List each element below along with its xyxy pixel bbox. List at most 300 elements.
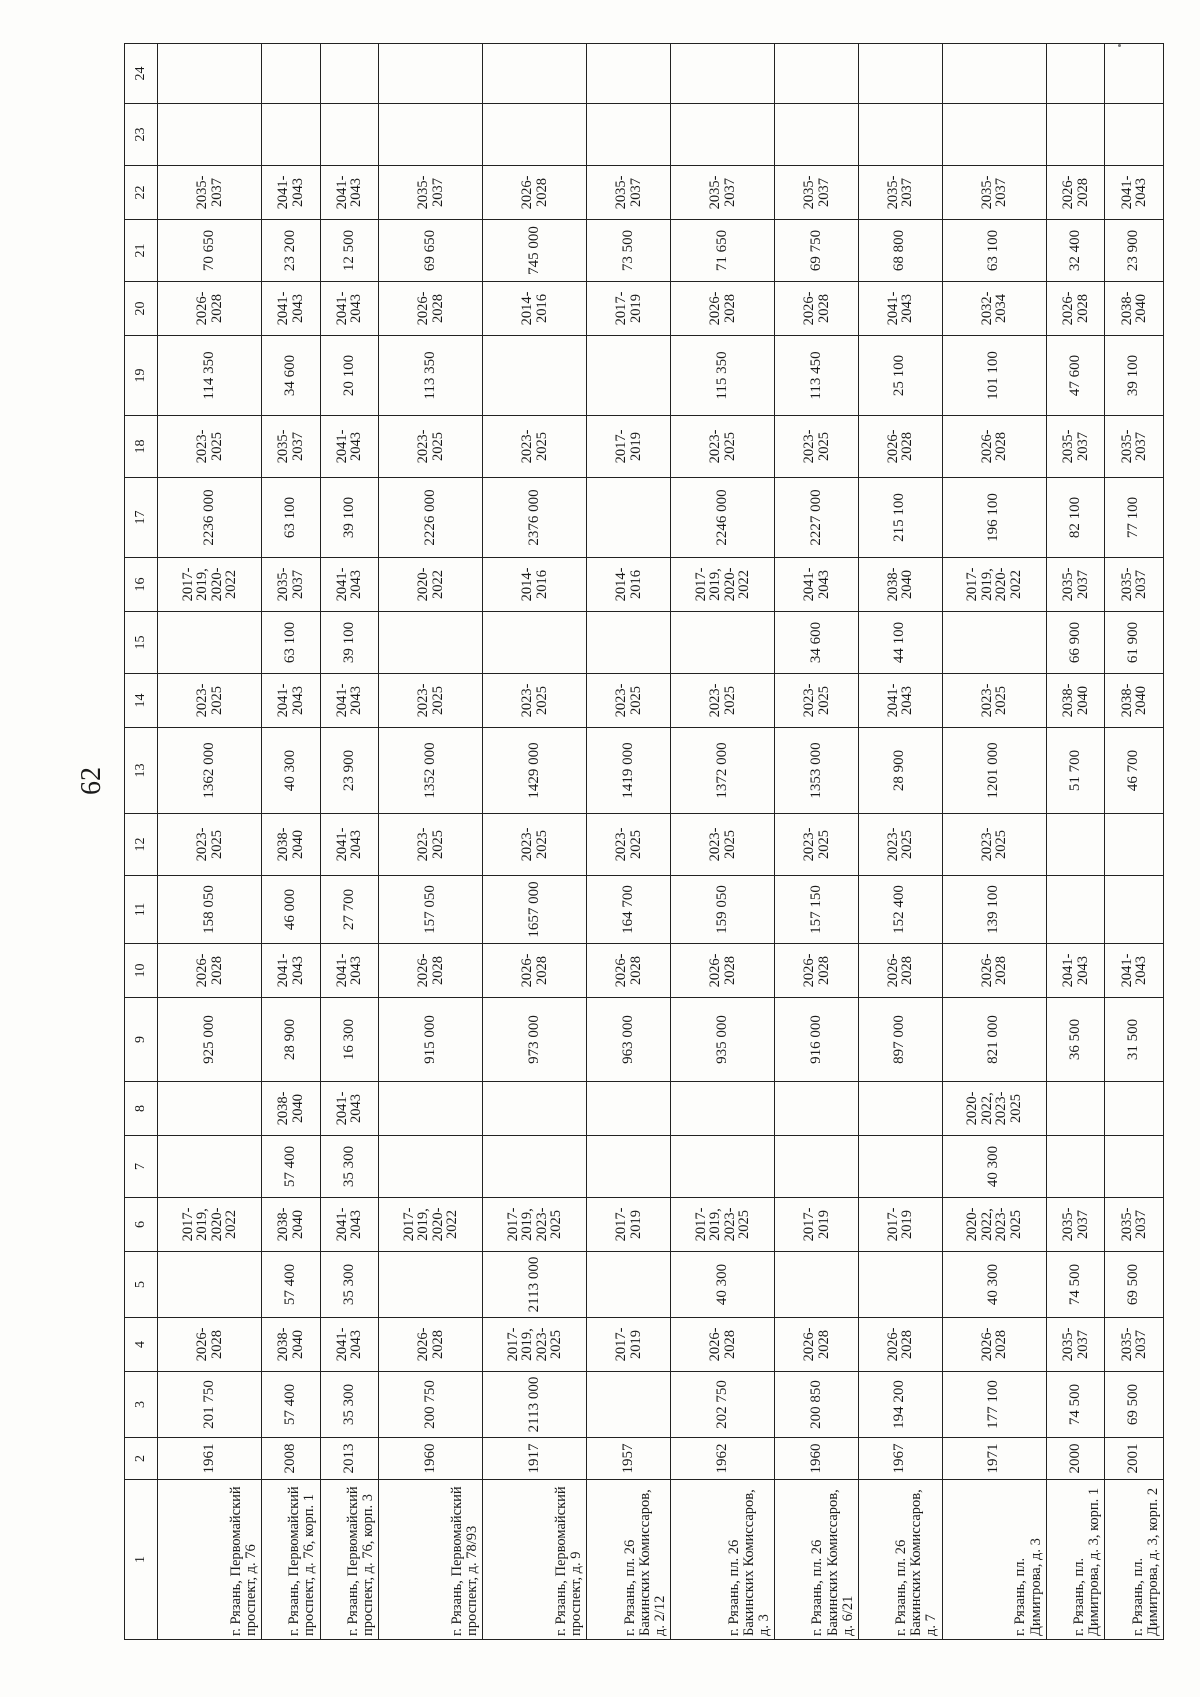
value-cell: 1352 000	[379, 728, 483, 814]
period-cell: 2032-2034	[942, 282, 1046, 336]
value-cell: 159 050	[671, 876, 775, 944]
period-cell: 2017-2019	[587, 282, 671, 336]
column-number-header: 15	[125, 612, 158, 674]
address-cell: г. Рязань, Первомайский проспект, д. 9	[483, 1480, 587, 1640]
value-cell	[158, 44, 262, 104]
value-cell	[1046, 1136, 1105, 1198]
period-cell: 2023-2025	[671, 416, 775, 478]
period-cell: 2023-2025	[158, 674, 262, 728]
value-cell	[671, 1136, 775, 1198]
period-cell: 2026-2028	[942, 416, 1046, 478]
period-cell: 2041-2043	[858, 282, 942, 336]
table-row	[587, 44, 671, 1640]
value-cell: 2113 000	[483, 1252, 587, 1318]
value-cell	[942, 612, 1046, 674]
period-cell: 2017-2019, 2023-2025	[483, 1318, 587, 1372]
column-number-header: 1	[125, 1480, 158, 1640]
value-cell: 152 400	[858, 876, 942, 944]
value-cell: 40 300	[942, 1136, 1046, 1198]
value-cell	[320, 104, 379, 166]
value-cell: 47 600	[1046, 336, 1105, 416]
value-cell: 66 900	[1046, 612, 1105, 674]
address-cell: г. Рязань, пл. 26 Бакинских Комиссаров, д. 6/21	[775, 1480, 859, 1640]
value-cell: 925 000	[158, 998, 262, 1082]
period-cell: 2017-2019, 2023-2025	[671, 1198, 775, 1252]
period-cell: 2035-2037	[671, 166, 775, 220]
address-cell: г. Рязань, пл. Димитрова, д. 3, корп. 1	[1046, 1480, 1105, 1640]
value-cell: 74 500	[1046, 1252, 1105, 1318]
period-cell: 2041-2043	[320, 416, 379, 478]
value-cell	[379, 104, 483, 166]
value-cell: 69 650	[379, 220, 483, 282]
period-cell: 2026-2028	[587, 944, 671, 998]
value-cell: 63 100	[262, 478, 321, 558]
column-number-header: 20	[125, 282, 158, 336]
period-cell: 2014-2016	[483, 558, 587, 612]
value-cell: 201 750	[158, 1372, 262, 1438]
period-cell: 2023-2025	[587, 674, 671, 728]
value-cell	[1046, 104, 1105, 166]
period-cell: 2041-2043	[262, 944, 321, 998]
column-number-header: 8	[125, 1082, 158, 1136]
period-cell: 2041-2043	[320, 944, 379, 998]
period-cell: 2023-2025	[671, 814, 775, 876]
period-cell: 2041-2043	[858, 674, 942, 728]
period-cell: 2035-2037	[1046, 558, 1105, 612]
period-cell: 2023-2025	[379, 674, 483, 728]
period-cell: 2026-2028	[158, 1318, 262, 1372]
period-cell: 2023-2025	[379, 814, 483, 876]
value-cell: 23 200	[262, 220, 321, 282]
table-row	[379, 44, 483, 1640]
value-cell: 745 000	[483, 220, 587, 282]
period-cell: 2041-2043	[320, 1318, 379, 1372]
value-cell	[1046, 44, 1105, 104]
value-cell	[775, 44, 859, 104]
period-cell: 2017-2019	[775, 1198, 859, 1252]
value-cell	[262, 104, 321, 166]
table-row	[1046, 44, 1105, 1640]
period-cell: 2026-2028	[671, 282, 775, 336]
value-cell: 70 650	[158, 220, 262, 282]
table-row	[858, 44, 942, 1640]
period-cell: 2017-2019, 2020-2022	[158, 1198, 262, 1252]
period-cell: 2020-2022, 2023-2025	[942, 1198, 1046, 1252]
period-cell: 2017-2019	[587, 1198, 671, 1252]
period-cell: 2041-2043	[1105, 944, 1164, 998]
value-cell: 69 500	[1105, 1372, 1164, 1438]
column-number-header: 18	[125, 416, 158, 478]
period-cell: 2026-2028	[671, 944, 775, 998]
column-number-header: 21	[125, 220, 158, 282]
period-cell: 2038-2040	[262, 1082, 321, 1136]
value-cell: 23 900	[320, 728, 379, 814]
period-cell: 2038-2040	[1105, 674, 1164, 728]
period-cell: 2026-2028	[671, 1318, 775, 1372]
column-number-header: 10	[125, 944, 158, 998]
value-cell: 40 300	[262, 728, 321, 814]
period-cell: 2026-2028	[858, 416, 942, 478]
year-built-cell: 2001	[1105, 1438, 1164, 1480]
value-cell: 23 900	[1105, 220, 1164, 282]
period-cell: 2026-2028	[775, 282, 859, 336]
column-number-header: 23	[125, 104, 158, 166]
value-cell: 57 400	[262, 1252, 321, 1318]
period-cell: 2035-2037	[1105, 558, 1164, 612]
value-cell: 200 850	[775, 1372, 859, 1438]
value-cell: 935 000	[671, 998, 775, 1082]
period-cell: 2041-2043	[1046, 944, 1105, 998]
period-cell: 2026-2028	[942, 1318, 1046, 1372]
address-cell: г. Рязань, пл. Димитрова, д. 3	[942, 1480, 1046, 1640]
column-number-header: 22	[125, 166, 158, 220]
value-cell: 1419 000	[587, 728, 671, 814]
period-cell: 2026-2028	[858, 944, 942, 998]
value-cell: 1353 000	[775, 728, 859, 814]
period-cell: 2017-2019, 2020-2022	[379, 1198, 483, 1252]
period-cell: 2035-2037	[1046, 1198, 1105, 1252]
value-cell: 113 450	[775, 336, 859, 416]
value-cell	[379, 1136, 483, 1198]
value-cell: 2376 000	[483, 478, 587, 558]
table-row	[262, 44, 321, 1640]
value-cell	[671, 104, 775, 166]
value-cell: 915 000	[379, 998, 483, 1082]
value-cell: 35 300	[320, 1252, 379, 1318]
year-built-cell: 1962	[671, 1438, 775, 1480]
value-cell: 2236 000	[158, 478, 262, 558]
value-cell: 51 700	[1046, 728, 1105, 814]
value-cell: 36 500	[1046, 998, 1105, 1082]
value-cell	[587, 1082, 671, 1136]
period-cell: 2038-2040	[262, 1318, 321, 1372]
value-cell	[858, 1136, 942, 1198]
address-cell: г. Рязань, пл. Димитрова, д. 3, корп. 2	[1105, 1480, 1164, 1640]
value-cell	[320, 44, 379, 104]
period-cell: 2035-2037	[1105, 416, 1164, 478]
value-cell	[483, 336, 587, 416]
value-cell: 46 700	[1105, 728, 1164, 814]
value-cell: 200 750	[379, 1372, 483, 1438]
value-cell: 34 600	[775, 612, 859, 674]
value-cell	[379, 1082, 483, 1136]
period-cell: 2041-2043	[262, 166, 321, 220]
value-cell: 1372 000	[671, 728, 775, 814]
address-cell: г. Рязань, Первомайский проспект, д. 76	[158, 1480, 262, 1640]
period-cell: 2038-2040	[858, 558, 942, 612]
value-cell: 28 900	[858, 728, 942, 814]
value-cell	[587, 104, 671, 166]
value-cell	[858, 44, 942, 104]
table-body	[158, 44, 1164, 1640]
value-cell: 28 900	[262, 998, 321, 1082]
period-cell: 2035-2037	[1105, 1318, 1164, 1372]
value-cell	[1105, 1082, 1164, 1136]
value-cell	[775, 1082, 859, 1136]
value-cell	[858, 1252, 942, 1318]
value-cell	[483, 1136, 587, 1198]
value-cell: 897 000	[858, 998, 942, 1082]
period-cell: 2041-2043	[262, 282, 321, 336]
period-cell: 2035-2037	[1105, 1198, 1164, 1252]
column-number-header: 9	[125, 998, 158, 1082]
value-cell	[587, 336, 671, 416]
value-cell	[942, 44, 1046, 104]
period-cell: 2026-2028	[858, 1318, 942, 1372]
period-cell: 2035-2037	[587, 166, 671, 220]
column-number-header: 14	[125, 674, 158, 728]
period-cell: 2035-2037	[942, 166, 1046, 220]
value-cell: 164 700	[587, 876, 671, 944]
value-cell: 69 750	[775, 220, 859, 282]
value-cell: 61 900	[1105, 612, 1164, 674]
period-cell: 2026-2028	[379, 944, 483, 998]
value-cell	[158, 104, 262, 166]
period-cell: 2038-2040	[262, 814, 321, 876]
value-cell	[483, 44, 587, 104]
period-cell: 2023-2025	[158, 814, 262, 876]
period-cell: 2023-2025	[587, 814, 671, 876]
value-cell	[942, 104, 1046, 166]
value-cell: 32 400	[1046, 220, 1105, 282]
column-number-header: 11	[125, 876, 158, 944]
period-cell: 2017-2019, 2020-2022	[942, 558, 1046, 612]
value-cell: 35 300	[320, 1136, 379, 1198]
value-cell: 35 300	[320, 1372, 379, 1438]
period-cell: 2023-2025	[942, 814, 1046, 876]
value-cell	[1105, 104, 1164, 166]
value-cell: 63 100	[262, 612, 321, 674]
period-cell: 2035-2037	[1046, 416, 1105, 478]
value-cell: 57 400	[262, 1372, 321, 1438]
value-cell: 25 100	[858, 336, 942, 416]
period-cell: 2023-2025	[379, 416, 483, 478]
period-cell: 2026-2028	[483, 166, 587, 220]
value-cell	[483, 1082, 587, 1136]
period-cell: 2026-2028	[158, 282, 262, 336]
value-cell: 39 100	[320, 478, 379, 558]
period-cell: 2041-2043	[320, 558, 379, 612]
value-cell	[587, 1252, 671, 1318]
value-cell	[158, 612, 262, 674]
value-cell	[587, 1372, 671, 1438]
value-cell: 39 100	[1105, 336, 1164, 416]
value-cell: 68 800	[858, 220, 942, 282]
column-number-header: 6	[125, 1198, 158, 1252]
value-cell: 157 150	[775, 876, 859, 944]
year-built-cell: 1961	[158, 1438, 262, 1480]
period-cell: 2020-2022, 2023-2025	[942, 1082, 1046, 1136]
value-cell: 821 000	[942, 998, 1046, 1082]
value-cell: 196 100	[942, 478, 1046, 558]
period-cell: 2041-2043	[320, 674, 379, 728]
year-built-cell: 2008	[262, 1438, 321, 1480]
year-built-cell: 1957	[587, 1438, 671, 1480]
table-row	[158, 44, 262, 1640]
page-number: 62	[76, 767, 107, 795]
value-cell: 16 300	[320, 998, 379, 1082]
value-cell: 1429 000	[483, 728, 587, 814]
value-cell	[1105, 1136, 1164, 1198]
period-cell: 2014-2016	[483, 282, 587, 336]
value-cell: 963 000	[587, 998, 671, 1082]
period-cell: 2041-2043	[320, 814, 379, 876]
value-cell: 12 500	[320, 220, 379, 282]
value-cell	[587, 612, 671, 674]
period-cell: 2026-2028	[775, 944, 859, 998]
year-built-cell: 2013	[320, 1438, 379, 1480]
value-cell	[775, 1252, 859, 1318]
value-cell: 113 350	[379, 336, 483, 416]
table-row	[320, 44, 379, 1640]
value-cell: 77 100	[1105, 478, 1164, 558]
address-cell: г. Рязань, Первомайский проспект, д. 78/93	[379, 1480, 483, 1640]
period-cell: 2026-2028	[1046, 166, 1105, 220]
period-cell: 2035-2037	[262, 416, 321, 478]
value-cell: 139 100	[942, 876, 1046, 944]
value-cell: 1362 000	[158, 728, 262, 814]
column-number-header: 13	[125, 728, 158, 814]
table-row	[775, 44, 859, 1640]
period-cell: 2020-2022	[379, 558, 483, 612]
value-cell	[379, 1252, 483, 1318]
value-cell: 215 100	[858, 478, 942, 558]
value-cell: 31 500	[1105, 998, 1164, 1082]
column-number-header: 2	[125, 1438, 158, 1480]
table-row	[671, 44, 775, 1640]
value-cell	[1105, 876, 1164, 944]
value-cell	[158, 1252, 262, 1318]
period-cell: 2023-2025	[775, 674, 859, 728]
period-cell: 2038-2040	[1105, 282, 1164, 336]
column-number-row	[125, 44, 158, 1640]
value-cell: 69 500	[1105, 1252, 1164, 1318]
period-cell: 2041-2043	[775, 558, 859, 612]
column-number-header: 12	[125, 814, 158, 876]
value-cell: 973 000	[483, 998, 587, 1082]
value-cell	[671, 44, 775, 104]
period-cell: 2017-2019, 2023-2025	[483, 1198, 587, 1252]
year-built-cell: 1917	[483, 1438, 587, 1480]
period-cell: 2023-2025	[158, 416, 262, 478]
rotated-table-container	[124, 60, 1164, 1640]
value-cell	[587, 1136, 671, 1198]
value-cell: 57 400	[262, 1136, 321, 1198]
value-cell	[379, 44, 483, 104]
period-cell: 2026-2028	[379, 1318, 483, 1372]
year-built-cell: 1960	[379, 1438, 483, 1480]
period-cell: 2035-2037	[379, 166, 483, 220]
value-cell: 2113 000	[483, 1372, 587, 1438]
value-cell: 916 000	[775, 998, 859, 1082]
period-cell: 2026-2028	[158, 944, 262, 998]
value-cell: 101 100	[942, 336, 1046, 416]
value-cell: 2226 000	[379, 478, 483, 558]
value-cell: 194 200	[858, 1372, 942, 1438]
address-cell: г. Рязань, пл. 26 Бакинских Комиссаров, д. 7	[858, 1480, 942, 1640]
value-cell	[379, 612, 483, 674]
period-cell: 2023-2025	[942, 674, 1046, 728]
year-built-cell: 1967	[858, 1438, 942, 1480]
period-cell: 2041-2043	[320, 1082, 379, 1136]
period-cell: 2041-2043	[320, 1198, 379, 1252]
column-number-header: 16	[125, 558, 158, 612]
period-cell: 2035-2037	[775, 166, 859, 220]
value-cell: 115 350	[671, 336, 775, 416]
period-cell: 2026-2028	[775, 1318, 859, 1372]
value-cell: 1201 000	[942, 728, 1046, 814]
period-cell: 2041-2043	[320, 166, 379, 220]
table-row	[1105, 44, 1164, 1640]
value-cell	[483, 104, 587, 166]
period-cell: 2035-2037	[858, 166, 942, 220]
period-cell: 2026-2028	[1046, 282, 1105, 336]
value-cell	[775, 104, 859, 166]
value-cell	[1105, 44, 1164, 104]
period-cell: 2023-2025	[483, 814, 587, 876]
period-cell: 2023-2025	[775, 416, 859, 478]
value-cell: 20 100	[320, 336, 379, 416]
column-number-header: 7	[125, 1136, 158, 1198]
address-cell: г. Рязань, пл. 26 Бакинских Комиссаров, д. 2/12	[587, 1480, 671, 1640]
value-cell: 74 500	[1046, 1372, 1105, 1438]
value-cell	[1105, 814, 1164, 876]
value-cell: 157 050	[379, 876, 483, 944]
value-cell	[158, 1082, 262, 1136]
value-cell	[587, 44, 671, 104]
period-cell: 2023-2025	[483, 674, 587, 728]
column-number-header: 3	[125, 1372, 158, 1438]
value-cell	[1046, 814, 1105, 876]
value-cell	[1046, 1082, 1105, 1136]
period-cell: 2014-2016	[587, 558, 671, 612]
value-cell: 177 100	[942, 1372, 1046, 1438]
period-cell: 2035-2037	[1046, 1318, 1105, 1372]
period-cell: 2038-2040	[1046, 674, 1105, 728]
column-number-header: 19	[125, 336, 158, 416]
period-cell: 2017-2019	[858, 1198, 942, 1252]
value-cell: 40 300	[671, 1252, 775, 1318]
period-cell: 2041-2043	[1105, 166, 1164, 220]
value-cell: 27 700	[320, 876, 379, 944]
column-number-header: 5	[125, 1252, 158, 1318]
period-cell: 2023-2025	[483, 416, 587, 478]
period-cell: 2023-2025	[775, 814, 859, 876]
year-built-cell: 1971	[942, 1438, 1046, 1480]
value-cell: 2246 000	[671, 478, 775, 558]
period-cell: 2026-2028	[942, 944, 1046, 998]
value-cell	[775, 1136, 859, 1198]
value-cell: 40 300	[942, 1252, 1046, 1318]
value-cell: 44 100	[858, 612, 942, 674]
address-cell: г. Рязань, Первомайский проспект, д. 76, корп. 3	[320, 1480, 379, 1640]
period-cell: 2035-2037	[158, 166, 262, 220]
value-cell: 82 100	[1046, 478, 1105, 558]
period-cell: 2041-2043	[262, 674, 321, 728]
value-cell	[483, 612, 587, 674]
year-built-cell: 1960	[775, 1438, 859, 1480]
value-cell	[587, 478, 671, 558]
housing-repair-table	[124, 43, 1164, 1640]
value-cell: 158 050	[158, 876, 262, 944]
period-cell: 2017-2019	[587, 1318, 671, 1372]
value-cell	[671, 1082, 775, 1136]
table-row	[942, 44, 1046, 1640]
period-cell: 2026-2028	[379, 282, 483, 336]
period-cell: 2023-2025	[671, 674, 775, 728]
period-cell: 2041-2043	[320, 282, 379, 336]
period-cell: 2026-2028	[483, 944, 587, 998]
